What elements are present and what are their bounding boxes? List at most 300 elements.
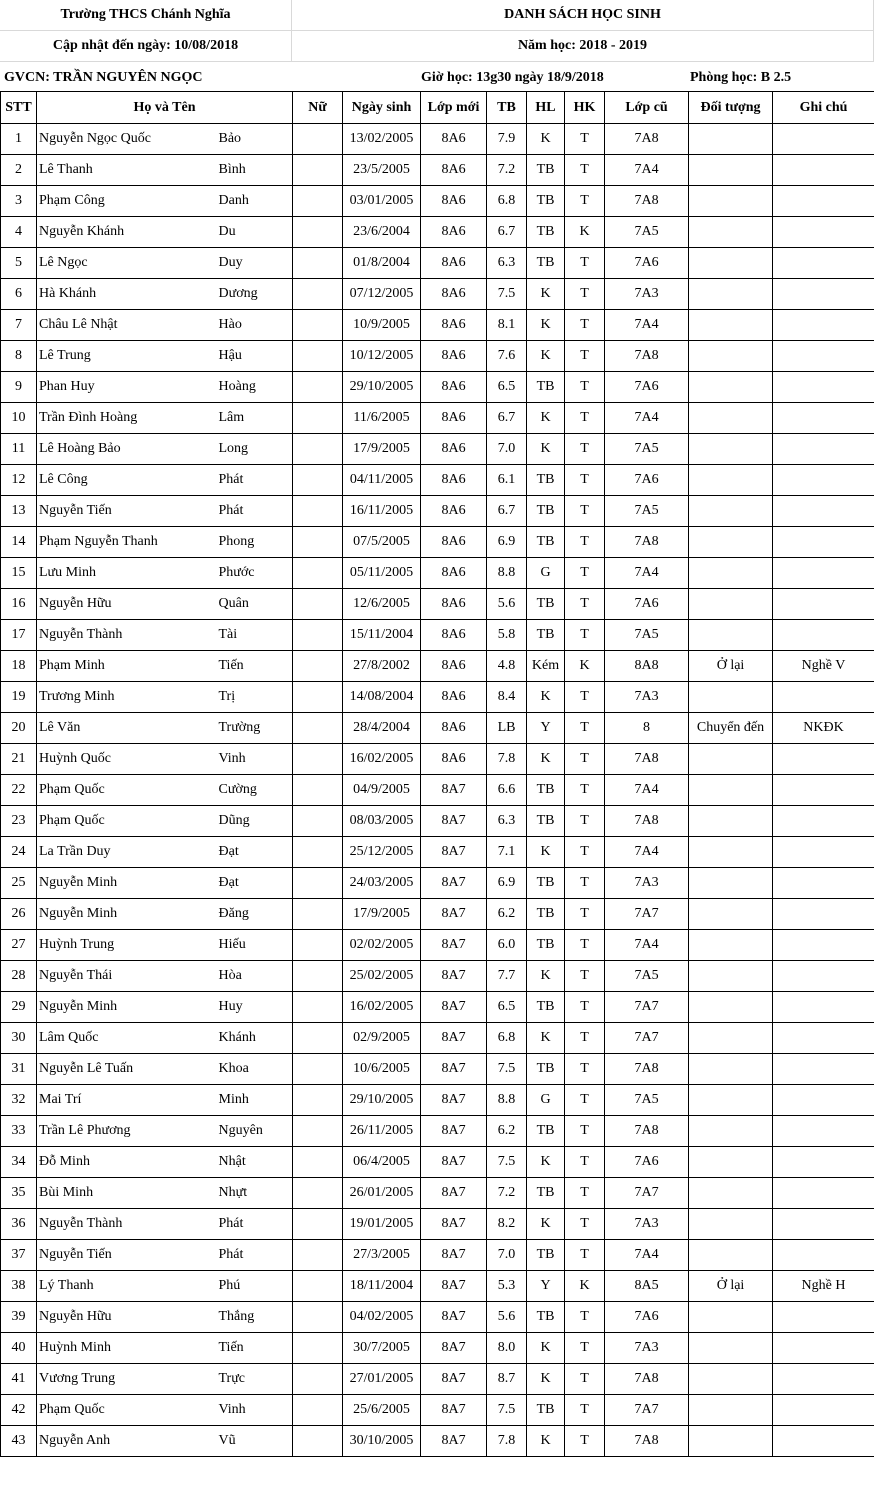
conduct-cell: T xyxy=(565,589,605,620)
note-cell xyxy=(773,310,874,341)
note-cell xyxy=(773,1023,874,1054)
female-cell xyxy=(293,930,343,961)
academic-cell: K xyxy=(527,1364,565,1395)
conduct-cell: K xyxy=(565,651,605,682)
surname-cell: Nguyễn Tiến xyxy=(37,1240,217,1271)
birthdate-cell: 17/9/2005 xyxy=(343,434,421,465)
conduct-cell: T xyxy=(565,341,605,372)
category-cell xyxy=(689,1116,773,1147)
conduct-cell: T xyxy=(565,806,605,837)
surname-cell: Lê Thanh xyxy=(37,155,217,186)
stt-cell: 26 xyxy=(1,899,37,930)
surname-cell: Lê Trung xyxy=(37,341,217,372)
female-cell xyxy=(293,961,343,992)
category-cell xyxy=(689,682,773,713)
student-table xyxy=(0,91,874,1457)
academic-cell: TB xyxy=(527,1178,565,1209)
old-class-cell: 7A4 xyxy=(605,930,689,961)
table-row xyxy=(1,1395,874,1426)
conduct-cell: T xyxy=(565,899,605,930)
old-class-cell: 7A4 xyxy=(605,1240,689,1271)
table-row xyxy=(1,186,874,217)
birthdate-cell: 29/10/2005 xyxy=(343,1085,421,1116)
note-cell xyxy=(773,930,874,961)
birthdate-cell: 16/11/2005 xyxy=(343,496,421,527)
table-row xyxy=(1,899,874,930)
note-cell xyxy=(773,868,874,899)
col-category: Đối tượng xyxy=(689,92,773,124)
birthdate-cell: 14/08/2004 xyxy=(343,682,421,713)
new-class-cell: 8A7 xyxy=(421,837,487,868)
female-cell xyxy=(293,341,343,372)
birthdate-cell: 04/11/2005 xyxy=(343,465,421,496)
stt-cell: 38 xyxy=(1,1271,37,1302)
academic-cell: K xyxy=(527,434,565,465)
col-note: Ghi chú xyxy=(773,92,874,124)
old-class-cell: 7A4 xyxy=(605,775,689,806)
given-name-cell: Phát xyxy=(217,496,293,527)
surname-cell: Phan Huy xyxy=(37,372,217,403)
conduct-cell: T xyxy=(565,992,605,1023)
birthdate-cell: 17/9/2005 xyxy=(343,899,421,930)
conduct-cell: T xyxy=(565,1147,605,1178)
academic-cell: K xyxy=(527,837,565,868)
surname-cell: Nguyễn Minh xyxy=(37,868,217,899)
birthdate-cell: 08/03/2005 xyxy=(343,806,421,837)
surname-cell: Vương Trung xyxy=(37,1364,217,1395)
stt-cell: 28 xyxy=(1,961,37,992)
new-class-cell: 8A6 xyxy=(421,620,487,651)
new-class-cell: 8A7 xyxy=(421,868,487,899)
category-cell xyxy=(689,1333,773,1364)
old-class-cell: 7A8 xyxy=(605,744,689,775)
average-cell: 6.7 xyxy=(487,403,527,434)
female-cell xyxy=(293,217,343,248)
note-cell xyxy=(773,124,874,155)
academic-cell: TB xyxy=(527,217,565,248)
category-cell xyxy=(689,1054,773,1085)
average-cell: 6.1 xyxy=(487,465,527,496)
academic-cell: TB xyxy=(527,992,565,1023)
conduct-cell: T xyxy=(565,248,605,279)
average-cell: 8.1 xyxy=(487,310,527,341)
given-name-cell: Danh xyxy=(217,186,293,217)
birthdate-cell: 27/01/2005 xyxy=(343,1364,421,1395)
female-cell xyxy=(293,899,343,930)
given-name-cell: Cường xyxy=(217,775,293,806)
new-class-cell: 8A6 xyxy=(421,217,487,248)
female-cell xyxy=(293,1395,343,1426)
conduct-cell: T xyxy=(565,620,605,651)
average-cell: 7.9 xyxy=(487,124,527,155)
birthdate-cell: 06/4/2005 xyxy=(343,1147,421,1178)
new-class-cell: 8A6 xyxy=(421,310,487,341)
note-cell xyxy=(773,186,874,217)
category-cell xyxy=(689,279,773,310)
female-cell xyxy=(293,155,343,186)
birthdate-cell: 23/6/2004 xyxy=(343,217,421,248)
given-name-cell: Hậu xyxy=(217,341,293,372)
given-name-cell: Trị xyxy=(217,682,293,713)
stt-cell: 22 xyxy=(1,775,37,806)
academic-cell: TB xyxy=(527,496,565,527)
old-class-cell: 8 xyxy=(605,713,689,744)
academic-cell: K xyxy=(527,341,565,372)
birthdate-cell: 26/01/2005 xyxy=(343,1178,421,1209)
note-cell xyxy=(773,1054,874,1085)
new-class-cell: 8A7 xyxy=(421,1240,487,1271)
given-name-cell: Đạt xyxy=(217,837,293,868)
academic-cell: K xyxy=(527,1023,565,1054)
female-cell xyxy=(293,1178,343,1209)
surname-cell: Lê Ngọc xyxy=(37,248,217,279)
new-class-cell: 8A7 xyxy=(421,1333,487,1364)
average-cell: 8.7 xyxy=(487,1364,527,1395)
academic-cell: TB xyxy=(527,1240,565,1271)
conduct-cell: T xyxy=(565,1333,605,1364)
birthdate-cell: 26/11/2005 xyxy=(343,1116,421,1147)
conduct-cell: K xyxy=(565,217,605,248)
academic-cell: K xyxy=(527,124,565,155)
academic-cell: TB xyxy=(527,248,565,279)
new-class-cell: 8A7 xyxy=(421,1054,487,1085)
surname-cell: Châu Lê Nhật xyxy=(37,310,217,341)
average-cell: LB xyxy=(487,713,527,744)
table-header-row xyxy=(1,92,874,124)
female-cell xyxy=(293,837,343,868)
stt-cell: 1 xyxy=(1,124,37,155)
note-cell xyxy=(773,1302,874,1333)
conduct-cell: T xyxy=(565,279,605,310)
given-name-cell: Phước xyxy=(217,558,293,589)
classroom: Phòng học: B 2.5 xyxy=(690,70,792,85)
female-cell xyxy=(293,124,343,155)
old-class-cell: 7A8 xyxy=(605,341,689,372)
table-row xyxy=(1,837,874,868)
category-cell xyxy=(689,961,773,992)
new-class-cell: 8A6 xyxy=(421,682,487,713)
table-row xyxy=(1,1426,874,1457)
conduct-cell: T xyxy=(565,1302,605,1333)
stt-cell: 12 xyxy=(1,465,37,496)
new-class-cell: 8A6 xyxy=(421,248,487,279)
average-cell: 4.8 xyxy=(487,651,527,682)
average-cell: 7.1 xyxy=(487,837,527,868)
category-cell xyxy=(689,899,773,930)
note-cell xyxy=(773,1240,874,1271)
given-name-cell: Dương xyxy=(217,279,293,310)
stt-cell: 18 xyxy=(1,651,37,682)
given-name-cell: Khoa xyxy=(217,1054,293,1085)
note-cell xyxy=(773,961,874,992)
table-row xyxy=(1,1054,874,1085)
given-name-cell: Phong xyxy=(217,527,293,558)
birthdate-cell: 11/6/2005 xyxy=(343,403,421,434)
new-class-cell: 8A7 xyxy=(421,992,487,1023)
average-cell: 5.8 xyxy=(487,620,527,651)
stt-cell: 6 xyxy=(1,279,37,310)
table-row xyxy=(1,155,874,186)
info-row xyxy=(0,62,874,92)
old-class-cell: 7A6 xyxy=(605,1302,689,1333)
old-class-cell: 7A5 xyxy=(605,434,689,465)
note-cell xyxy=(773,1085,874,1116)
birthdate-cell: 28/4/2004 xyxy=(343,713,421,744)
stt-cell: 30 xyxy=(1,1023,37,1054)
birthdate-cell: 12/6/2005 xyxy=(343,589,421,620)
stt-cell: 40 xyxy=(1,1333,37,1364)
stt-cell: 29 xyxy=(1,992,37,1023)
academic-cell: G xyxy=(527,1085,565,1116)
average-cell: 6.0 xyxy=(487,930,527,961)
surname-cell: Huỳnh Quốc xyxy=(37,744,217,775)
old-class-cell: 7A8 xyxy=(605,1116,689,1147)
new-class-cell: 8A6 xyxy=(421,713,487,744)
surname-cell: Trần Lê Phương xyxy=(37,1116,217,1147)
conduct-cell: T xyxy=(565,465,605,496)
academic-cell: TB xyxy=(527,155,565,186)
average-cell: 7.8 xyxy=(487,1426,527,1457)
stt-cell: 41 xyxy=(1,1364,37,1395)
note-cell xyxy=(773,279,874,310)
category-cell xyxy=(689,217,773,248)
birthdate-cell: 27/8/2002 xyxy=(343,651,421,682)
surname-cell: Trương Minh xyxy=(37,682,217,713)
table-row xyxy=(1,1209,874,1240)
academic-cell: TB xyxy=(527,186,565,217)
old-class-cell: 7A5 xyxy=(605,1085,689,1116)
average-cell: 7.8 xyxy=(487,744,527,775)
note-cell: Nghề H xyxy=(773,1271,874,1302)
birthdate-cell: 10/12/2005 xyxy=(343,341,421,372)
category-cell xyxy=(689,806,773,837)
female-cell xyxy=(293,186,343,217)
birthdate-cell: 03/01/2005 xyxy=(343,186,421,217)
new-class-cell: 8A7 xyxy=(421,1147,487,1178)
category-cell xyxy=(689,434,773,465)
academic-cell: Kém xyxy=(527,651,565,682)
given-name-cell: Duy xyxy=(217,248,293,279)
average-cell: 7.2 xyxy=(487,155,527,186)
old-class-cell: 7A6 xyxy=(605,248,689,279)
old-class-cell: 7A8 xyxy=(605,1426,689,1457)
old-class-cell: 7A5 xyxy=(605,961,689,992)
given-name-cell: Bình xyxy=(217,155,293,186)
category-cell xyxy=(689,868,773,899)
academic-cell: K xyxy=(527,1333,565,1364)
table-row xyxy=(1,1147,874,1178)
birthdate-cell: 24/03/2005 xyxy=(343,868,421,899)
given-name-cell: Minh xyxy=(217,1085,293,1116)
new-class-cell: 8A6 xyxy=(421,465,487,496)
new-class-cell: 8A6 xyxy=(421,403,487,434)
category-cell xyxy=(689,620,773,651)
col-average: TB xyxy=(487,92,527,124)
category-cell xyxy=(689,186,773,217)
average-cell: 6.5 xyxy=(487,992,527,1023)
birthdate-cell: 16/02/2005 xyxy=(343,744,421,775)
birthdate-cell: 04/02/2005 xyxy=(343,1302,421,1333)
table-row xyxy=(1,465,874,496)
old-class-cell: 7A8 xyxy=(605,527,689,558)
stt-cell: 42 xyxy=(1,1395,37,1426)
stt-cell: 9 xyxy=(1,372,37,403)
col-new-class: Lớp mới xyxy=(421,92,487,124)
stt-cell: 8 xyxy=(1,341,37,372)
stt-cell: 32 xyxy=(1,1085,37,1116)
category-cell xyxy=(689,1364,773,1395)
given-name-cell: Hòa xyxy=(217,961,293,992)
surname-cell: La Trần Duy xyxy=(37,837,217,868)
given-name-cell: Đăng xyxy=(217,899,293,930)
given-name-cell: Huy xyxy=(217,992,293,1023)
category-cell xyxy=(689,589,773,620)
surname-cell: Huỳnh Trung xyxy=(37,930,217,961)
old-class-cell: 7A3 xyxy=(605,868,689,899)
average-cell: 7.5 xyxy=(487,1395,527,1426)
new-class-cell: 8A7 xyxy=(421,1085,487,1116)
new-class-cell: 8A7 xyxy=(421,899,487,930)
given-name-cell: Hiếu xyxy=(217,930,293,961)
surname-cell: Trần Đình Hoàng xyxy=(37,403,217,434)
old-class-cell: 7A3 xyxy=(605,1333,689,1364)
table-row xyxy=(1,806,874,837)
female-cell xyxy=(293,558,343,589)
conduct-cell: T xyxy=(565,837,605,868)
academic-cell: TB xyxy=(527,620,565,651)
surname-cell: Lê Công xyxy=(37,465,217,496)
note-cell xyxy=(773,434,874,465)
given-name-cell: Tiến xyxy=(217,651,293,682)
surname-cell: Nguyễn Minh xyxy=(37,992,217,1023)
female-cell xyxy=(293,1333,343,1364)
old-class-cell: 7A8 xyxy=(605,806,689,837)
surname-cell: Lưu Minh xyxy=(37,558,217,589)
surname-cell: Nguyễn Ngọc Quốc xyxy=(37,124,217,155)
given-name-cell: Trực xyxy=(217,1364,293,1395)
old-class-cell: 7A5 xyxy=(605,217,689,248)
old-class-cell: 7A5 xyxy=(605,496,689,527)
surname-cell: Nguyễn Thành xyxy=(37,1209,217,1240)
academic-cell: TB xyxy=(527,1116,565,1147)
surname-cell: Lê Văn xyxy=(37,713,217,744)
header-row-2 xyxy=(0,31,874,62)
conduct-cell: T xyxy=(565,310,605,341)
birthdate-cell: 30/7/2005 xyxy=(343,1333,421,1364)
average-cell: 6.9 xyxy=(487,868,527,899)
old-class-cell: 7A7 xyxy=(605,992,689,1023)
given-name-cell: Trường xyxy=(217,713,293,744)
surname-cell: Phạm Quốc xyxy=(37,806,217,837)
academic-cell: TB xyxy=(527,1054,565,1085)
old-class-cell: 7A7 xyxy=(605,1023,689,1054)
academic-cell: Y xyxy=(527,713,565,744)
note-cell xyxy=(773,341,874,372)
conduct-cell: T xyxy=(565,496,605,527)
old-class-cell: 7A7 xyxy=(605,1178,689,1209)
new-class-cell: 8A6 xyxy=(421,527,487,558)
conduct-cell: T xyxy=(565,558,605,589)
female-cell xyxy=(293,868,343,899)
female-cell xyxy=(293,1085,343,1116)
academic-cell: K xyxy=(527,403,565,434)
table-row xyxy=(1,217,874,248)
stt-cell: 23 xyxy=(1,806,37,837)
surname-cell: Mai Trí xyxy=(37,1085,217,1116)
table-row xyxy=(1,1271,874,1302)
female-cell xyxy=(293,403,343,434)
stt-cell: 5 xyxy=(1,248,37,279)
new-class-cell: 8A7 xyxy=(421,806,487,837)
table-row xyxy=(1,372,874,403)
female-cell xyxy=(293,682,343,713)
homeroom-teacher: GVCN: TRẦN NGUYÊN NGỌC xyxy=(4,70,203,85)
category-cell xyxy=(689,775,773,806)
given-name-cell: Vũ xyxy=(217,1426,293,1457)
female-cell xyxy=(293,527,343,558)
table-row xyxy=(1,403,874,434)
conduct-cell: T xyxy=(565,775,605,806)
academic-cell: Y xyxy=(527,1271,565,1302)
average-cell: 7.7 xyxy=(487,961,527,992)
category-cell xyxy=(689,1302,773,1333)
table-row xyxy=(1,527,874,558)
conduct-cell: T xyxy=(565,1054,605,1085)
category-cell xyxy=(689,403,773,434)
category-cell xyxy=(689,527,773,558)
conduct-cell: T xyxy=(565,868,605,899)
surname-cell: Lý Thanh xyxy=(37,1271,217,1302)
category-cell: Ở lại xyxy=(689,651,773,682)
stt-cell: 15 xyxy=(1,558,37,589)
female-cell xyxy=(293,1364,343,1395)
old-class-cell: 7A4 xyxy=(605,837,689,868)
table-row xyxy=(1,248,874,279)
category-cell xyxy=(689,310,773,341)
female-cell xyxy=(293,1116,343,1147)
female-cell xyxy=(293,713,343,744)
average-cell: 6.7 xyxy=(487,217,527,248)
table-row xyxy=(1,1085,874,1116)
new-class-cell: 8A7 xyxy=(421,1209,487,1240)
new-class-cell: 8A6 xyxy=(421,372,487,403)
old-class-cell: 7A4 xyxy=(605,155,689,186)
average-cell: 7.5 xyxy=(487,1147,527,1178)
female-cell xyxy=(293,372,343,403)
given-name-cell: Bảo xyxy=(217,124,293,155)
new-class-cell: 8A6 xyxy=(421,651,487,682)
conduct-cell: T xyxy=(565,527,605,558)
average-cell: 6.3 xyxy=(487,806,527,837)
category-cell xyxy=(689,1147,773,1178)
surname-cell: Nguyễn Hữu xyxy=(37,1302,217,1333)
new-class-cell: 8A6 xyxy=(421,496,487,527)
given-name-cell: Nhật xyxy=(217,1147,293,1178)
birthdate-cell: 02/02/2005 xyxy=(343,930,421,961)
surname-cell: Nguyễn Khánh xyxy=(37,217,217,248)
stt-cell: 34 xyxy=(1,1147,37,1178)
new-class-cell: 8A7 xyxy=(421,961,487,992)
female-cell xyxy=(293,620,343,651)
stt-cell: 4 xyxy=(1,217,37,248)
new-class-cell: 8A7 xyxy=(421,1364,487,1395)
given-name-cell: Quân xyxy=(217,589,293,620)
given-name-cell: Lâm xyxy=(217,403,293,434)
col-full-name: Họ và Tên xyxy=(37,92,293,124)
note-cell xyxy=(773,403,874,434)
category-cell xyxy=(689,124,773,155)
birthdate-cell: 29/10/2005 xyxy=(343,372,421,403)
